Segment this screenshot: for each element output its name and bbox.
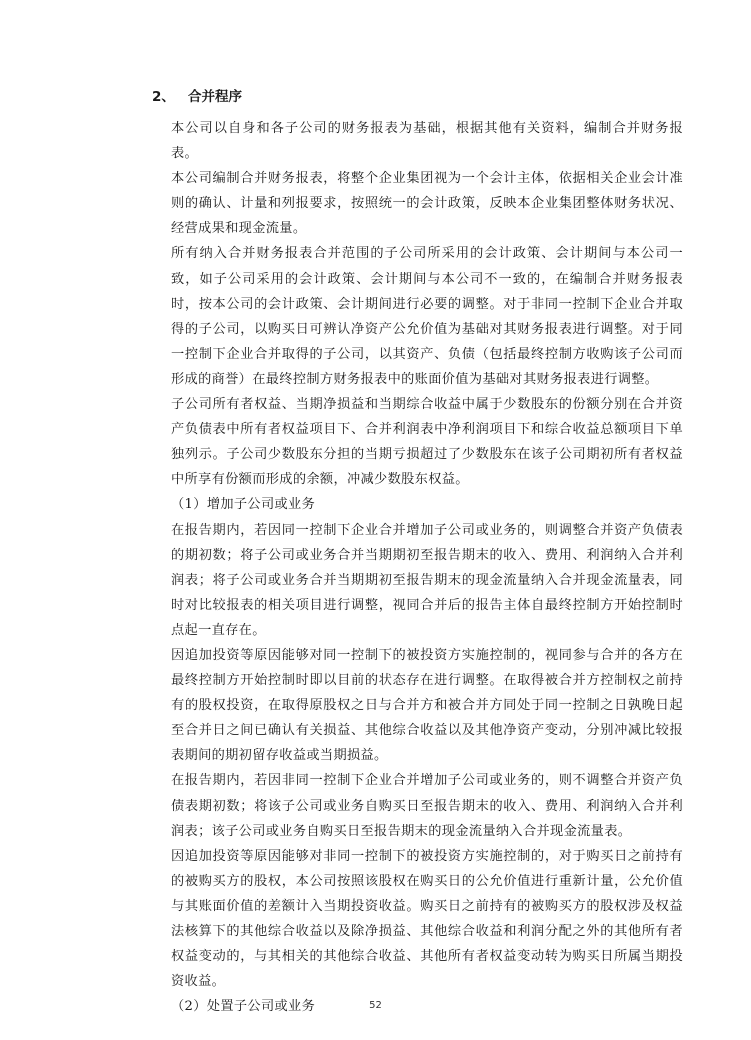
paragraph: 所有纳入合并财务报表合并范围的子公司所采用的会计政策、会计期间与本公司一致，如子公司采用的会计政策、会计期间与本公司不一致的，在编制合并财务报表时，按本公司的会计政策、会计期间进行必要的调整。对于非同一控制下企业合并取得的子公司，以购买日可辨认净资产公允价值为基础对其财务报表进行调整。对于同一控制下企业合并取得的子公司，以其资产、负债（包括最终控制方收购该子公司而形成的商誉）在最终控制方财务报表中的账面价值为基础对其财务报表进行调整。: [171, 246, 683, 387]
paragraph: 因追加投资等原因能够对非同一控制下的被投资方实施控制的，对于购买日之前持有的被购买方的股权，本公司按照该股权在购买日的公允价值进行重新计量，公允价值与其账面价值的差额计入当期投资收益。购买日之前持有的被购买方的股权涉及权益法核算下的其他综合收益以及除净损益、其他综合收益和利润分配之外的其他所有者权益变动的，与其相关的其他综合收益、其他所有者权益变动转为购买日所属当期投资收益。: [171, 848, 683, 990]
paragraph: 在报告期内，若因同一控制下企业合并增加子公司或业务的，则调整合并资产负债表的期初数；将子公司或业务合并当期期初至报告期末的收入、费用、利润纳入合并利润表；将子公司或业务合并当期期初至报告期末的现金流量纳入合并现金流量表，同时对比较报表的相关项目进行调整，视同合并后的报告主体自最终控制方开始控制时点起一直存在。: [171, 522, 683, 638]
subheading: （2）处置子公司或业务: [171, 999, 316, 1015]
paragraph: 本公司编制合并财务报表，将整个企业集团视为一个会计主体，依据相关企业会计准则的确认、计量和列报要求，按照统一的会计政策，反映本企业集团整体财务状况、经营成果和现金流量。: [171, 171, 683, 237]
paragraph: 子公司所有者权益、当期净损益和当期综合收益中属于少数股东的份额分别在合并资产负债表中所有者权益项目下、合并利润表中净利润项目下和综合收益总额项目下单独列示。子公司少数股东分担的当期亏损超过了少数股东在该子公司期初所有者权益中所享有份额而形成的余额，冲减少数股东权益。: [171, 397, 683, 488]
subheading: （1）增加子公司或业务: [171, 497, 316, 513]
page-number: 52: [369, 1000, 382, 1011]
body-text: [171, 116, 683, 1019]
paragraph: 因追加投资等原因能够对同一控制下的被投资方实施控制的，视同参与合并的各方在最终控制方开始控制时即以目前的状态存在进行调整。在取得被合并方控制权之前持有的股权投资，在取得原股权之日与合并方和被合并方同处于同一控制之日孰晚日起至合并日之间已确认有关损益、其他综合收益以及其他净资产变动，分别冲减比较报表期间的期初留存收益或当期损益。: [171, 647, 683, 764]
section-title: 合并程序: [188, 89, 242, 105]
section-heading: [152, 88, 242, 106]
paragraph: 在报告期内，若因非同一控制下企业合并增加子公司或业务的，则不调整合并资产负债表期初数；将该子公司或业务自购买日至报告期末的收入、费用、利润纳入合并利润表；该子公司或业务自购买日至报告期末的现金流量纳入合并现金流量表。: [171, 773, 683, 839]
section-number: 2、: [152, 89, 175, 105]
paragraph: 本公司以自身和各子公司的财务报表为基础，根据其他有关资料，编制合并财务报表。: [171, 121, 683, 162]
